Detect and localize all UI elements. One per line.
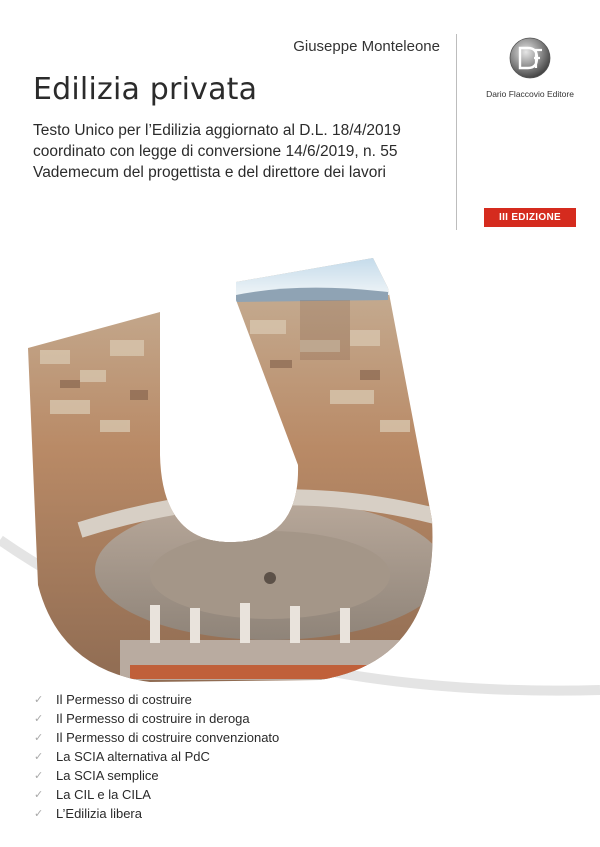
- list-item: ✓ La SCIA alternativa al PdC: [34, 749, 210, 764]
- checkmark-icon: ✓: [34, 808, 44, 820]
- subtitle-line: Vademecum del progettista e del direttore dei lavori: [33, 164, 386, 181]
- checkmark-icon: ✓: [34, 770, 44, 782]
- list-item: ✓ Il Permesso di costruire in deroga: [34, 711, 250, 726]
- book-title: Edilizia privata: [33, 72, 258, 107]
- publisher-name: Dario Flaccovio Editore: [486, 89, 574, 99]
- checkmark-icon: ✓: [34, 751, 44, 763]
- author-name: Giuseppe Monteleone: [293, 38, 440, 55]
- list-item: ✓ La SCIA semplice: [34, 768, 159, 783]
- subtitle-line: coordinato con legge di conversione 14/6/2019, n. 55: [33, 143, 398, 160]
- list-item: ✓ Il Permesso di costruire: [34, 692, 192, 707]
- list-item: ✓ L’Edilizia libera: [34, 806, 142, 821]
- checkmark-icon: ✓: [34, 732, 44, 744]
- list-item: ✓ Il Permesso di costruire convenzionato: [34, 730, 280, 745]
- checkmark-icon: ✓: [34, 713, 44, 725]
- edition-badge: III EDIZIONE: [484, 208, 576, 227]
- list-item: ✓ La CIL e la CILA: [34, 787, 151, 802]
- letter-u-photo-icon: [0, 250, 600, 690]
- checkmark-icon: ✓: [34, 694, 44, 706]
- subtitle-line: Testo Unico per l’Edilizia aggiornato al D.L. 18/4/2019: [33, 122, 401, 139]
- checkmark-icon: ✓: [34, 789, 44, 801]
- feature-list: [34, 690, 279, 823]
